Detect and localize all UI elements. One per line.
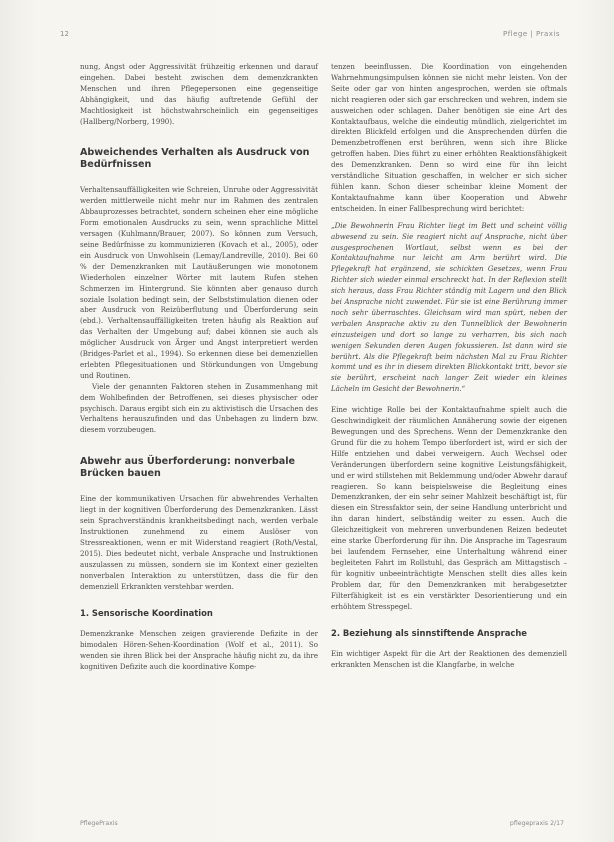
running-header (60, 30, 560, 44)
paragraph: Verhaltensauffälligkeiten wie Schreien, Unruhe oder Aggressivität werden mittlerweile nicht mehr nur im Rahmen des zentralen Abbauprozesses betrachtet, sondern scheinen eher eine mögliche Form emotionalen Ausdrucks zu sein, wenn sprachliche Mittel versagen (Kuhlmann/Brauer, 2007). So können zum Versuch, seine Bedürfnisse zu kommunizieren (Kovach et al., 2005), oder ein Ausdruck von Unwohlsein (Lemay/Landreville, 2010). Bei 60 % der Demenzkranken mit Lautäußerungen wie monotonem Wiederholen einzelner Wörter mit lautem Rufen stehen Schmerzen im Hintergrund. Sie könnten aber genauso durch soziale Isolation bedingt sein, der Selbststimulation dienen oder aber Ausdruck von Reizüberflutung und Überforderung sein (ebd.). Verhaltensauffälligkeiten treten häufig als Reaktion auf das Verhalten der Umgebung auf; dabei können sie auch als möglicher Ausdruck von Ärger und Angst interpretiert werden (Bridges-Parlet et al., 1994). So erkennen diese bei demenziellen erlebten Pflegesituationen und Störkundungen von Umgebung und Routinen. (80, 185, 318, 380)
paragraph: tenzen beeinflussen. Die Koordination von eingehenden Wahrnehmungsimpulsen können sie nicht mehr leisten. Von der Seite oder gar von hinten angesprochen, werden sie oftmals nicht reagieren oder sich gar erschrecken und wehren, indem sie ausweichen oder schlagen. Daher benötigen sie eine Art des Kontaktaufbaus, welche die eindeutig mündlich, zielgerichtet im direkten Blickfeld erfolgen und die Ansprechenden dürfen die Demenzbetroffenen erst berühren, wenn sich ihre Blicke getroffen haben. Dies führt zu einer erhöhten Reaktionsfähigkeit des Demenzkranken. Denn so wird eine für ihn leicht verständliche Situation geschaffen, in welcher er sich sicher fühlen kann. Schon dieser scheinbar kleine Moment der Kontaktaufnahme kann über Kooperation und Abwehr entscheiden. In einer Fallbesprechung wird berichtet: (331, 62, 567, 213)
section-title: Pflege | Praxis (503, 30, 560, 38)
case-quote: „Die Bewohnerin Frau Richter liegt im Bett und scheint völlig abwesend zu sein. Sie reagiert nicht auf Ansprache, nicht über ausgesprochenen Wortlaut, selbst wenn es bei der Kontaktaufnahme nur leicht am Arm berührt wird. Die Pflegekraft hat ergänzend, sie schickten Gesetzes, wenn Frau Richter sich wieder einmal erschreckt hat. In der Reflexion stellt sich heraus, dass Frau Richter ständig mit Lagern und den Blick bei Ansprache nicht zuwendet. Für sie ist eine Berührung immer noch sehr überraschtes. Gleichsam wird man spürt, neben der verbalen Ansprache aktiv zu den Tunnelblick der Bewohnerin einzusteigen und dort so lange zu verharren, bis sich nach wenigen Sekunden deren Augen fokussieren. Ist dann wird sie berührt. Als die Pflegekraft beim nächsten Mal zu Frau Richter kommt und es ihr in diesem direkten Blickkontakt tritt, bevor sie sie berührt, erscheint nach langer Zeit wieder ein kleines Lächeln im Gesicht der Bewohnerin.“ (331, 220, 567, 394)
paragraph: Eine wichtige Rolle bei der Kontaktaufnahme spielt auch die Geschwindigkeit der räumlichen Annäherung sowie der eigenen Bewegungen und des Sprechens. Wenn der Demenzkranke den Grund für die zu hohem Tempo überfordert ist, wird er sich der Hilfe entziehen und dabei verweigern. Auch Wechsel oder Veränderungen überfordern seine kognitive Leistungsfähigkeit, und er wird stillstehen mit Beklemmung und/oder Abwehr darauf reagieren. So kann beispielsweise die Begleitung eines Demenzkranken, der ein sehr seiner Mahlzeit beschäftigt ist, für diesen ein Stressfaktor sein, der seine Handlung unterbricht und ihn daran hindert, selbständig weiter zu essen. Auch die Gleichzeitigkeit von mehreren unverbundenen Reizen bedeutet eine starke Überforderung für ihn. Die Ansprache im Tagesraum bei laufendem Fernseher, eine Unterhaltung während einer begleiteten Fahrt im Rollstuhl, das Gespräch am Mittagstisch – für kognitiv unbeeinträchtigte Menschen stellt dies alles kein Problem dar, für den Demenzkranken mit herabgesetzter Filterfähigkeit ist es ein verstärkter Desorientierung und ein erhöhtem Stresspegel. (331, 405, 567, 611)
section-heading: Abwehr aus Überforderung: nonverbale Brücken bauen (80, 456, 295, 480)
paragraph: nung, Angst oder Aggressivität frühzeitig erkennen und darauf eingehen. Dabei besteht zwischen dem demenzkrankten Menschen und ihren Pflegepersonen eine gegenseitige Abhängigkeit, und das häufig auftretende Gefühl der Machtlosigkeit ist höchstwahrscheinlich ein gegenseitiges (Hallberg/Norberg, 1990). (80, 62, 318, 126)
paragraph: Eine der kommunikativen Ursachen für abwehrendes Verhalten liegt in der kognitiven Überforderung des Demenzkranken. Lässt sein Sprachverständnis krankheitsbedingt nach, werden verbale Instruktionen zunehmend zu einem Auslöser von Stressreaktionen, wenn er mit Widerstand reagiert (Roth/Vestal, 2015). Dies bedeutet nicht, verbale Ansprache und Instruktionen auszulassen zu müssen, sondern sie im Kontext einer gezielten nonverbalen Interaktion zu unterstützen, dass die für den demenziell Erkrankten verstehbar werden. (80, 494, 318, 591)
right-column (331, 62, 567, 671)
paragraph: Viele der genannten Faktoren stehen in Zusammenhang mit dem Wohlbefinden der Betroffenen, sei dieses physischer oder psychisch. Daraus ergibt sich ein zu aktivistisch die Ursachen des Verhaltens herauszufinden und das Unbehagen zu lindern bzw. diesem vorzubeugen. (80, 381, 318, 435)
section-heading: Abweichendes Verhalten als Ausdruck von Bedürfnissen (80, 147, 310, 171)
left-column (80, 62, 318, 673)
footer-issue: pflegepraxis 2/17 (509, 820, 564, 827)
paragraph: Ein wichtiger Aspekt für die Art der Reaktionen des demenziell erkrankten Menschen ist die Klangfarbe, in welche (331, 649, 567, 670)
subsection-heading: 2. Beziehung als sinnstiftende Ansprache (331, 628, 527, 639)
subsection-heading: 1. Sensorische Koordination (80, 608, 213, 619)
page-footer (80, 820, 564, 832)
footer-brand: PflegePraxis (80, 820, 118, 827)
page-number: 12 (60, 30, 69, 38)
paragraph: Demenzkranke Menschen zeigen gravierende Defizite in der bimodalen Hören-Sehen-Koordination (Wolf et al., 2011). So wenden sie ihren Blick bei der Ansprache häufig nicht zu, da ihre kognitiven Defizite auch die koordinative Kompe- (80, 629, 318, 672)
